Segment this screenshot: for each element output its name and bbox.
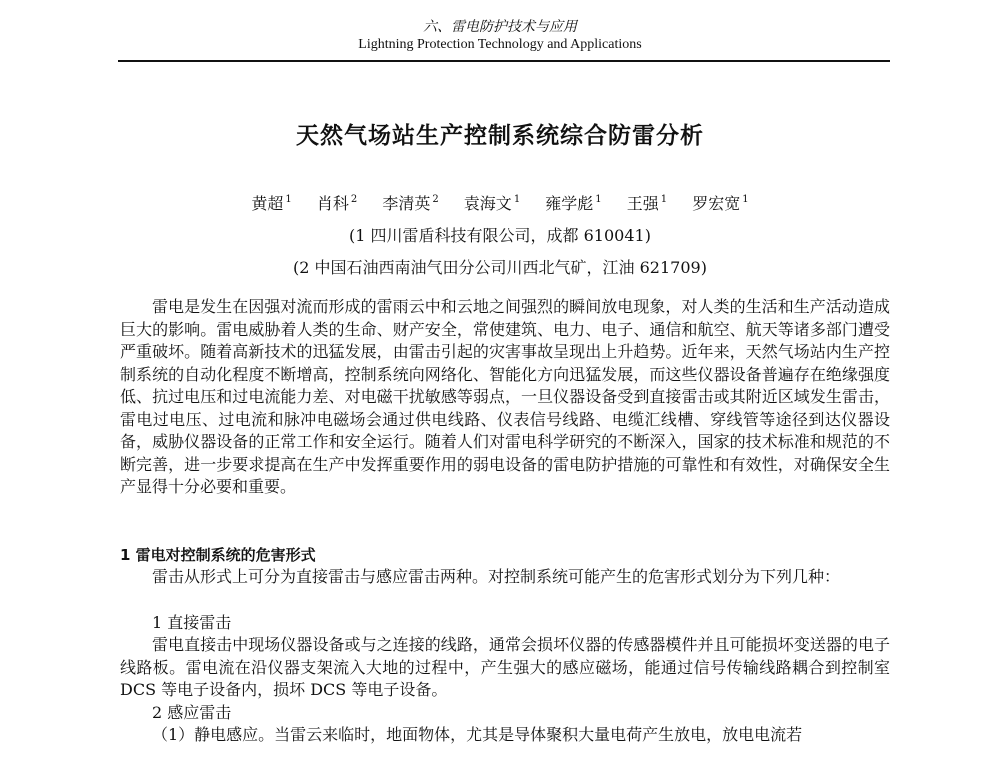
- subsection-heading-direct-strike: 1 直接雷击: [152, 613, 232, 632]
- author: 李清英 $^2$: [382, 194, 439, 213]
- author: 雍学彪 $^1$: [545, 194, 602, 213]
- header-divider: [118, 60, 890, 62]
- subsection-heading-induced-strike: 2 感应雷击: [152, 703, 232, 722]
- intro-paragraph: 雷电是发生在因强对流而形成的雷雨云中和云地之间强烈的瞬间放电现象，对人类的生活和生产活动造成巨大的影响。雷电威胁着人类的生命、财产安全，常使建筑、电力、电子、通信和航空、航天等诸多部门遭受严重破坏。随着高新技术的迅猛发展，由雷击引起的灾害事故呈现出上升趋势。近年来，天然气场站内生产控制系统的自动化程度不断增高，控制系统向网络化、智能化方向迅猛发展，而这些仪器设备普遍存在绝缘强度低、抗过电压和过电流能力差、对电磁干扰敏感等弱点，一旦仪器设备受到直接雷击或其附近区域发生雷击，雷电过电压、过电流和脉冲电磁场会通过供电线路、仪表信号线路、电缆汇线槽、穿线管等途径到达仪器设备，威胁仪器设备的正常工作和安全运行。随着人们对雷电科学研究的不断深入，国家的技术标准和规范的不断完善，进一步要求提高在生产中发挥重要作用的弱电设备的雷电防护措施的可靠性和有效性，对确保安全生产显得十分必要和重要。: [120, 297, 890, 496]
- section-intro-paragraph: 雷击从形式上可分为直接雷击与感应雷击两种。对控制系统可能产生的危害形式划分为下列几种：: [152, 567, 841, 586]
- affiliation-2: (2 中国石油西南油气田分公司川西北气矿，江油 621709): [293, 258, 707, 277]
- author: 肖科 $^2$: [316, 194, 358, 213]
- running-header-chinese: 六、雷电防护技术与应用: [423, 19, 577, 35]
- affiliation-1: (1 四川雷盾科技有限公司，成都 610041): [349, 226, 651, 245]
- paper-title: 天然气场站生产控制系统综合防雷分析: [296, 123, 704, 149]
- author: 黄超 $^1$: [251, 194, 292, 213]
- author: 袁海文 $^1$: [463, 194, 521, 213]
- author-list: [0, 188, 1000, 216]
- section-heading: 1 雷电对控制系统的危害形式: [120, 546, 316, 564]
- author: 王强 $^1$: [626, 194, 668, 213]
- author: 罗宏宽 $^1$: [692, 194, 749, 213]
- direct-strike-paragraph: 雷电直接击中现场仪器设备或与之连接的线路，通常会损坏仪器的传感器模件并且可能损坏变送器的电子线路板。雷电流在沿仪器支架流入大地的过程中，产生强大的感应磁场，能通过信号传输线路耦合到控制室 DCS 等电子设备内，损坏 DCS 等电子设备。: [120, 635, 890, 699]
- induced-strike-paragraph: （1）静电感应。当雷云来临时，地面物体，尤其是导体聚积大量电荷产生放电，放电电流若: [152, 725, 803, 744]
- running-header-english: Lightning Protection Technology and Applications: [358, 37, 642, 52]
